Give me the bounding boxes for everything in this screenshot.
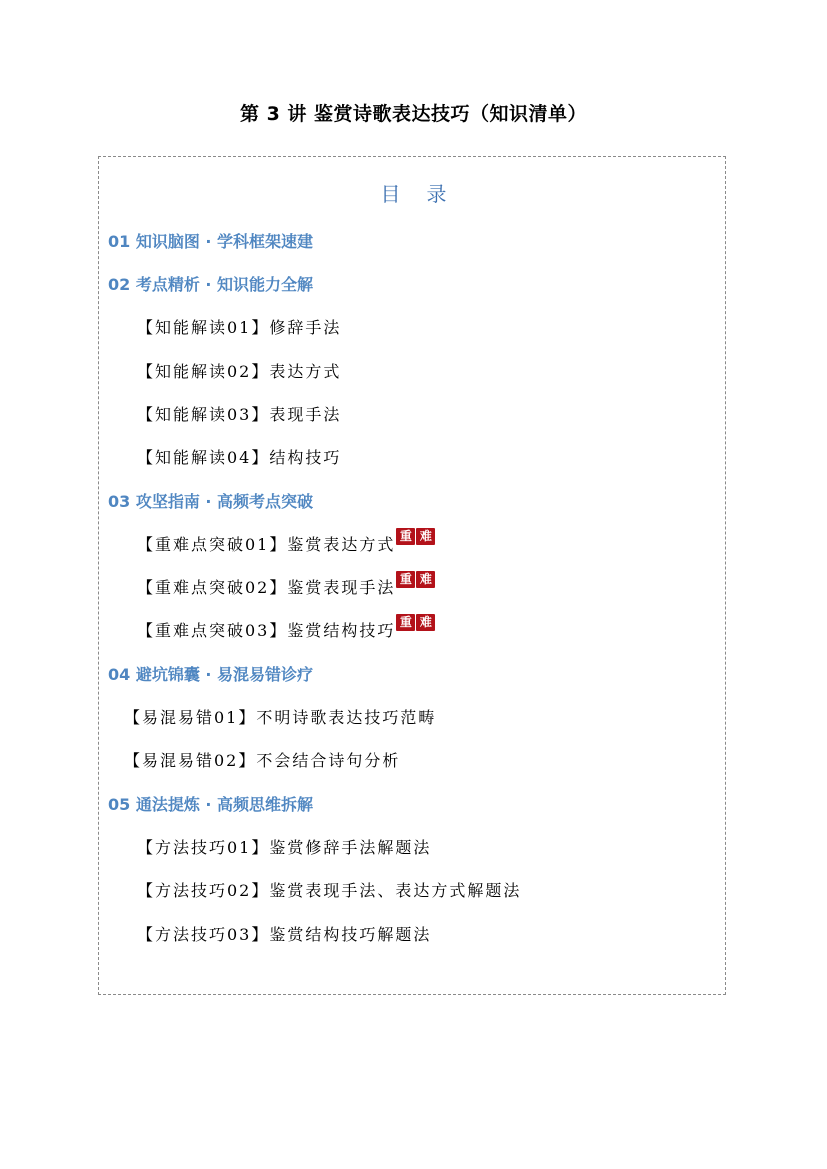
toc-item-03-03[interactable] <box>137 615 436 641</box>
toc-section-03[interactable]: 03 攻坚指南 · 高频考点突破 <box>108 492 314 511</box>
toc-item-05-02[interactable]: 【方法技巧02】鉴赏表现手法、表达方式解题法 <box>137 881 522 900</box>
toc-heading: 目录 <box>380 182 473 206</box>
badge-hard-char: 难 <box>416 528 435 545</box>
toc-item-label: 【重难点突破01】鉴赏表达方式 <box>137 535 396 554</box>
difficulty-badge <box>396 611 436 631</box>
toc-section-01[interactable]: 01 知识脑图 · 学科框架速建 <box>108 232 314 251</box>
badge-hard-char: 难 <box>416 571 435 588</box>
badge-key-char: 重 <box>396 614 415 631</box>
toc-item-04-02[interactable]: 【易混易错02】不会结合诗句分析 <box>124 751 401 770</box>
toc-item-label: 【重难点突破03】鉴赏结构技巧 <box>137 621 396 640</box>
toc-item-02-01[interactable]: 【知能解读01】修辞手法 <box>137 318 342 337</box>
toc-section-04[interactable]: 04 避坑锦囊 · 易混易错诊疗 <box>108 665 314 684</box>
badge-key-char: 重 <box>396 528 415 545</box>
badge-hard-char: 难 <box>416 614 435 631</box>
toc-item-03-02[interactable] <box>137 572 436 598</box>
toc-item-03-01[interactable] <box>137 529 436 555</box>
toc-item-label: 【重难点突破02】鉴赏表现手法 <box>137 578 396 597</box>
difficulty-badge <box>396 525 436 545</box>
toc-item-02-03[interactable]: 【知能解读03】表现手法 <box>137 405 342 424</box>
toc-section-02[interactable]: 02 考点精析 · 知识能力全解 <box>108 275 314 294</box>
difficulty-badge <box>396 568 436 588</box>
toc-item-04-01[interactable]: 【易混易错01】不明诗歌表达技巧范畴 <box>124 708 437 727</box>
toc-section-05[interactable]: 05 通法提炼 · 高频思维拆解 <box>108 795 314 814</box>
toc-item-05-01[interactable]: 【方法技巧01】鉴赏修辞手法解题法 <box>137 838 432 857</box>
toc-item-05-03[interactable]: 【方法技巧03】鉴赏结构技巧解题法 <box>137 925 432 944</box>
badge-key-char: 重 <box>396 571 415 588</box>
toc-item-02-04[interactable]: 【知能解读04】结构技巧 <box>137 448 342 467</box>
page-title: 第 3 讲 鉴赏诗歌表达技巧（知识清单） <box>239 103 588 125</box>
toc-item-02-02[interactable]: 【知能解读02】表达方式 <box>137 362 342 381</box>
